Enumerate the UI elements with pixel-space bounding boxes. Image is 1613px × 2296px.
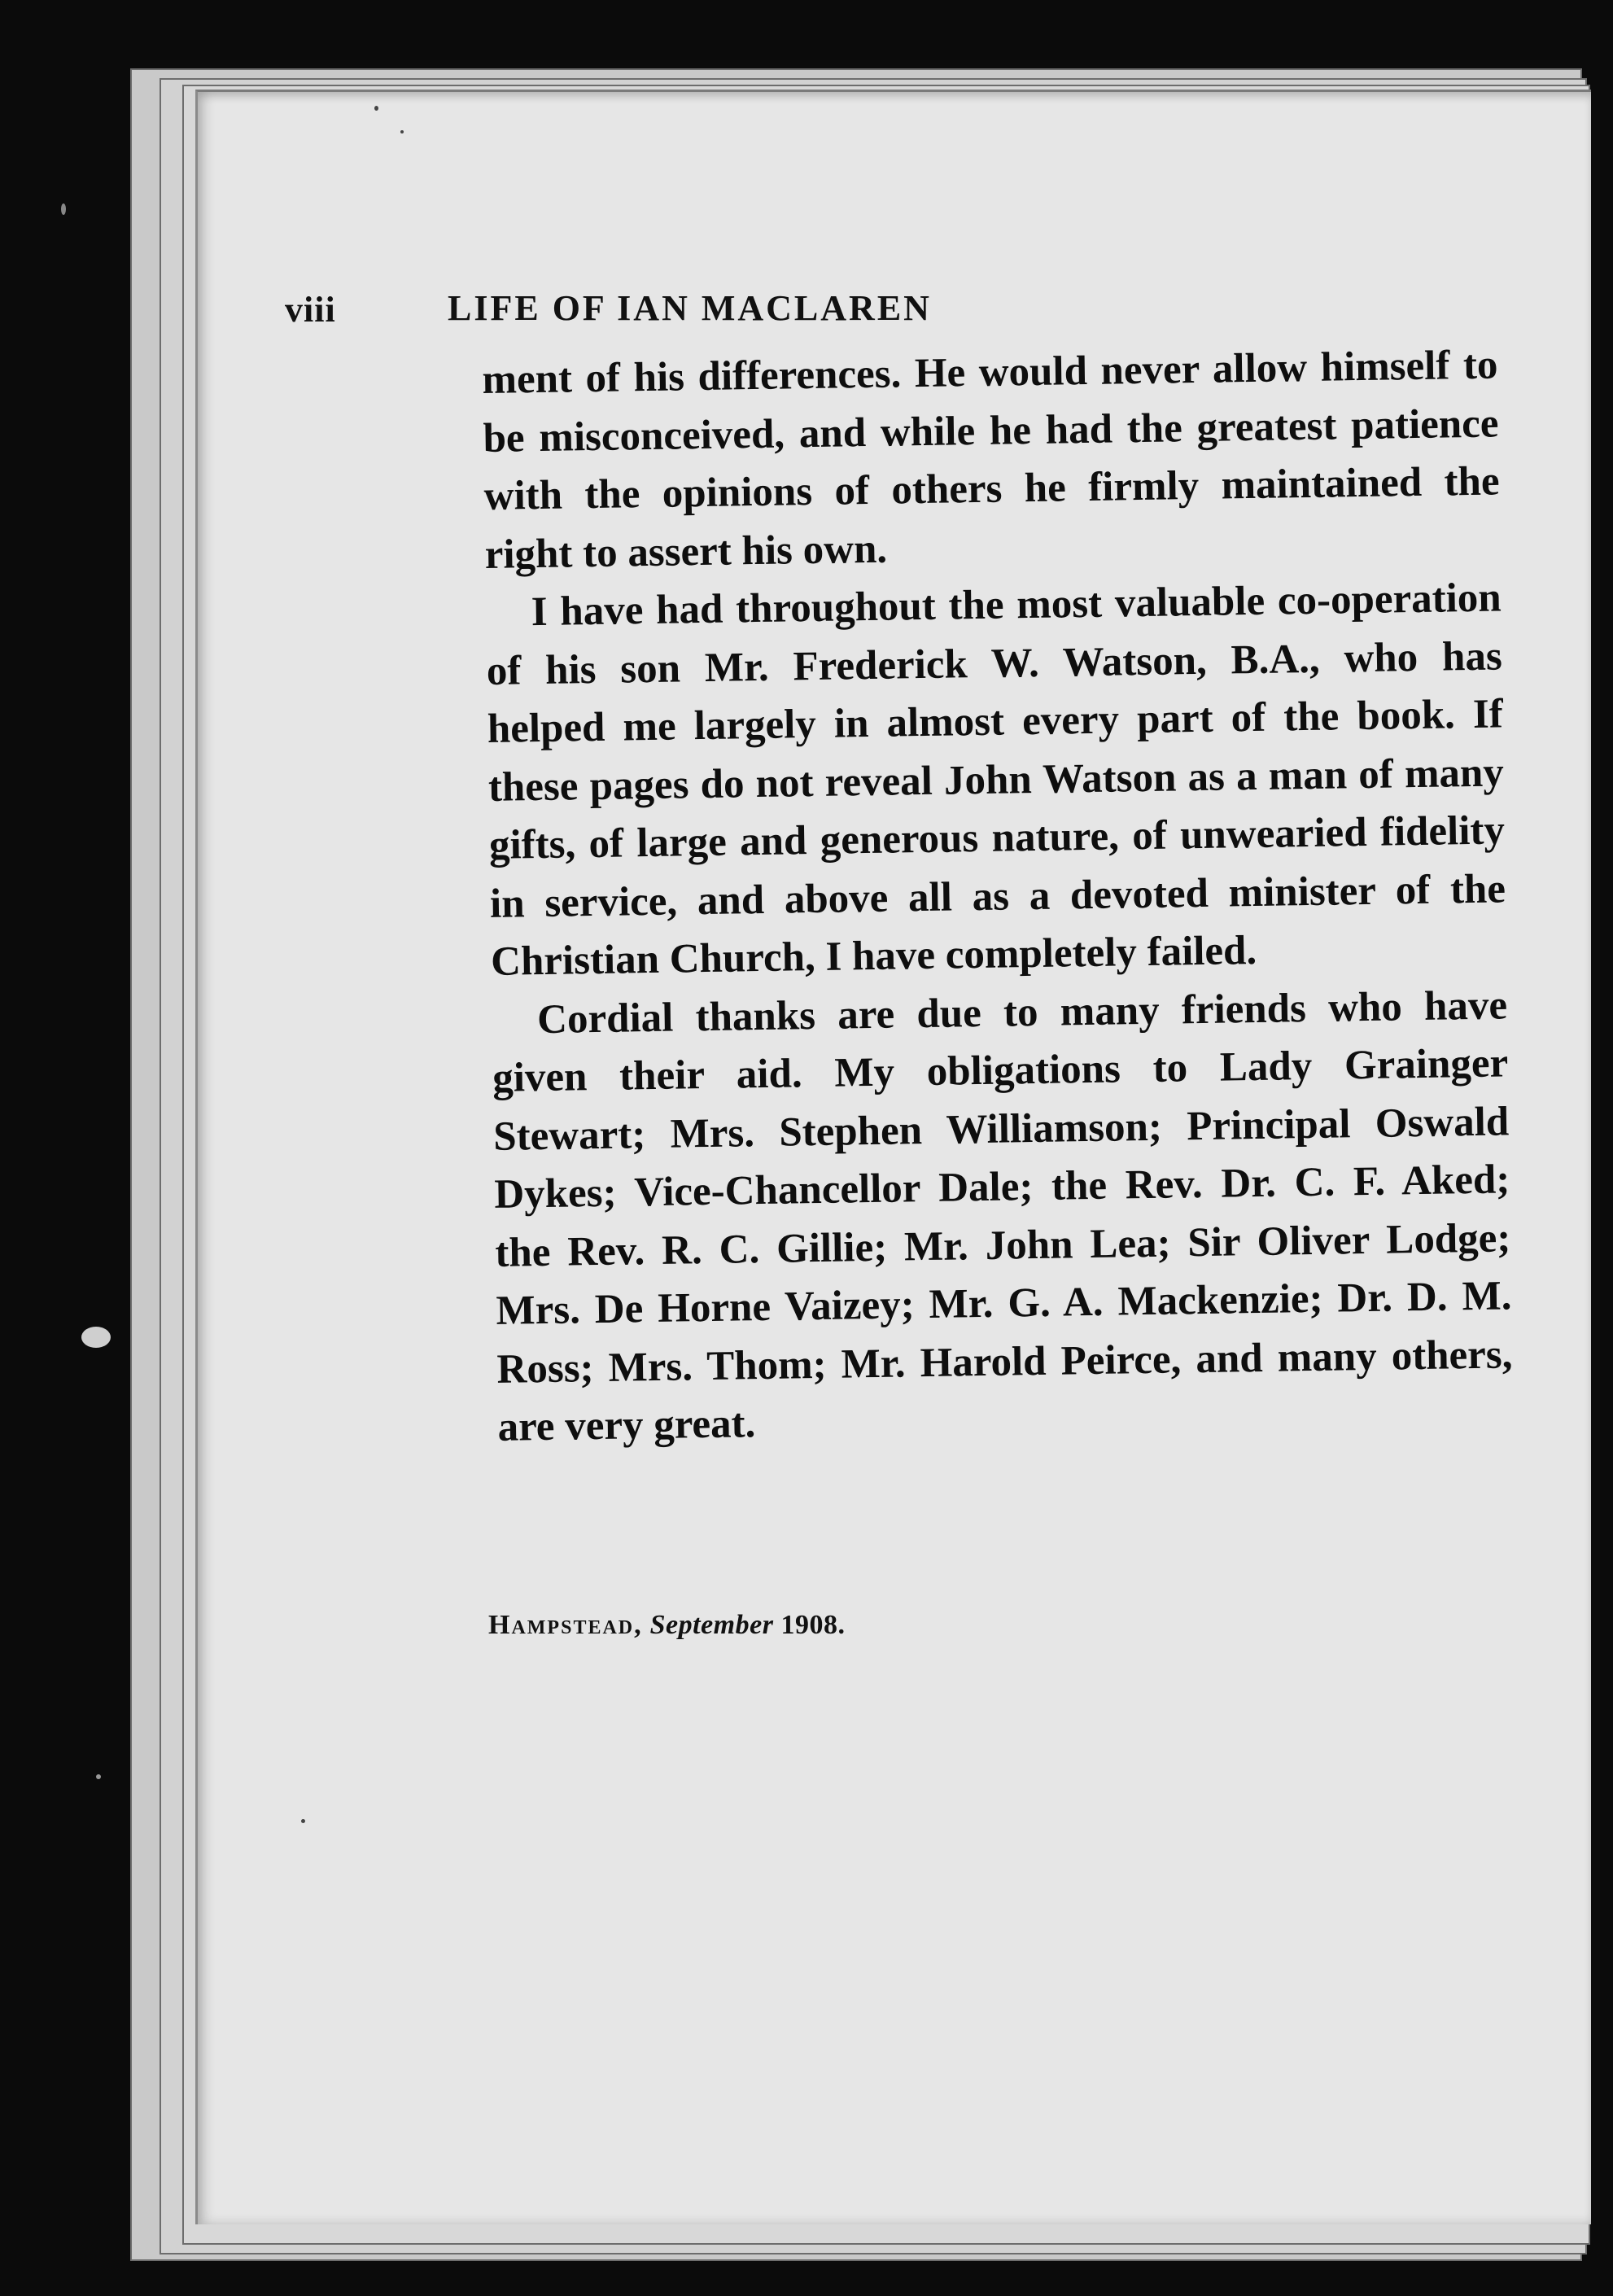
body-text bbox=[482, 336, 1514, 1457]
scan-speck bbox=[400, 130, 404, 133]
scan-speck bbox=[81, 1327, 111, 1348]
signoff-year: 1908. bbox=[780, 1610, 846, 1640]
scan-speck bbox=[374, 106, 378, 111]
page-number: viii bbox=[285, 290, 336, 330]
running-head bbox=[285, 289, 1245, 338]
paragraph-3: Cordial thanks are due to many friends who have given their aid. My obligations to Lady Grainger Stewart; Mrs. Stephen Williamson; Principal Oswald Dykes; Vice-Chancellor Dale; the Rev. Dr. C. F. Aked; the Rev. R. C. Gillie; Mr. John Lea; Sir Oliver Lodge; Mrs. De Horne Vaizey; Mr. G. A. Mackenzie; Dr. D. M. Ross; Mrs. Thom; Mr. Harold Peirce, and many others, are very great. bbox=[492, 982, 1513, 1450]
scan-speck bbox=[301, 1819, 305, 1823]
paragraph-1: ment of his differences. He would never allow himself to be misconceived, and while he had the greatest patience with the opinions of others he firmly maintained the right to assert his own. bbox=[482, 342, 1500, 578]
running-title: LIFE OF IAN MACLAREN bbox=[448, 288, 932, 328]
paragraph-2: I have had throughout the most valuable co-operation of his son Mr. Frederick W. Watson, B.A., who has helped me largely in almost every part of the book. If these pages do not reveal John Watson as a man of many gifts, of large and generous nature, of unwearied fidelity in service, and above all as a devoted minister of the Christian Church, I have completely failed. bbox=[486, 575, 1506, 985]
signoff-month: September bbox=[649, 1610, 774, 1640]
signoff-place: Hampstead, bbox=[488, 1610, 643, 1640]
scan-speck bbox=[61, 203, 66, 215]
scan-speck bbox=[96, 1774, 101, 1779]
signoff-line bbox=[488, 1610, 845, 1641]
